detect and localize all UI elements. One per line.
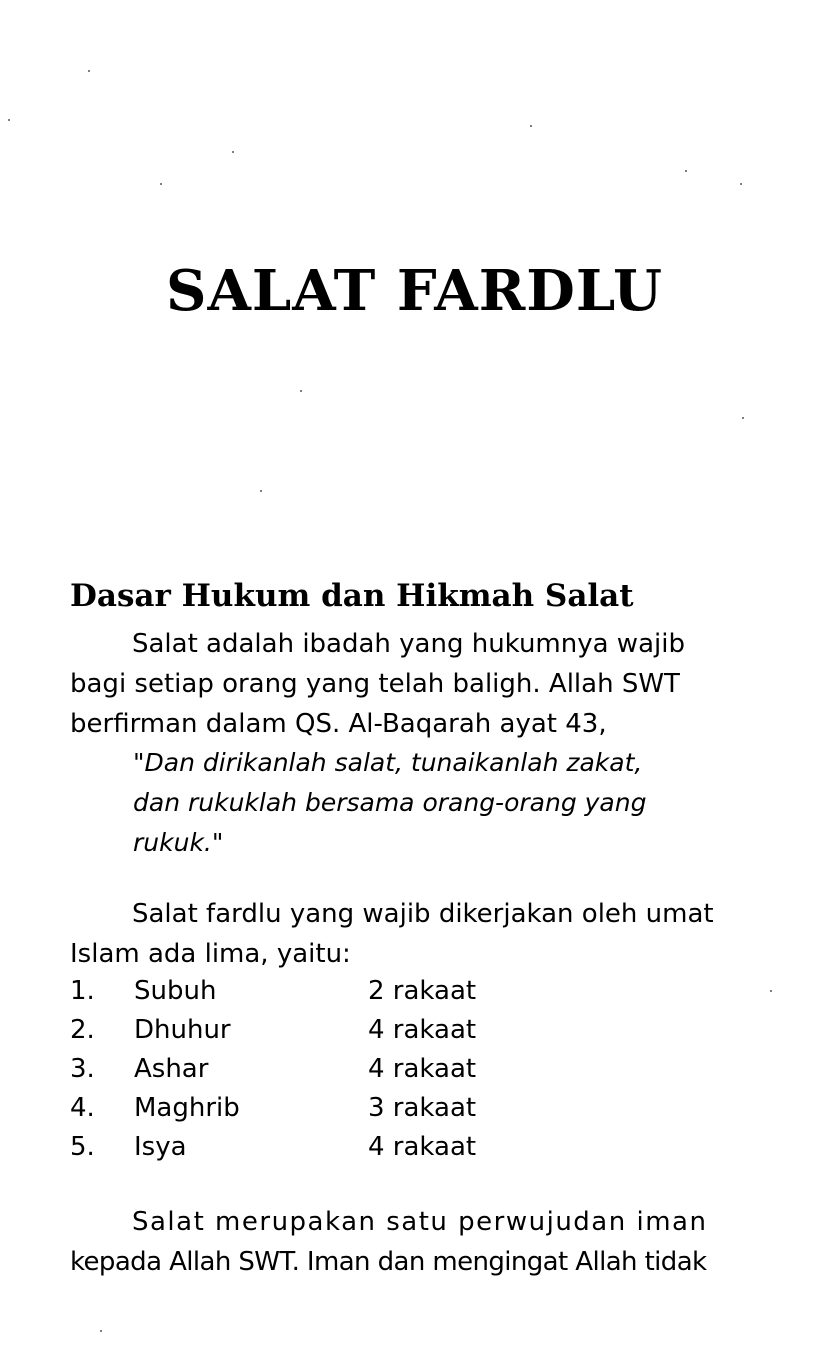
- paragraph-line: Salat fardlu yang wajib dikerjakan oleh umat: [132, 899, 714, 929]
- paragraph-closing: [70, 1202, 760, 1282]
- rakaat-count: 4 rakaat: [368, 1015, 477, 1045]
- rakaat-count: 2 rakaat: [368, 976, 477, 1006]
- paragraph-line: Islam ada lima, yaitu:: [70, 939, 351, 969]
- scan-speck: [260, 490, 262, 492]
- list-item: [70, 1089, 570, 1128]
- scan-speck: [160, 183, 162, 185]
- list-item: [70, 1128, 570, 1167]
- paragraph-intro: [70, 624, 760, 744]
- scan-speck: [300, 390, 302, 392]
- paragraph-line: bagi setiap orang yang telah baligh. Allah SWT: [70, 669, 680, 699]
- prayer-number: 1.: [70, 976, 95, 1006]
- quote-line: "Dan dirikanlah salat, tunaikanlah zakat,: [133, 748, 643, 777]
- scan-speck: [100, 1330, 102, 1332]
- page-title: SALAT FARDLU: [166, 258, 663, 324]
- scan-speck: [232, 151, 234, 153]
- list-item: [70, 1011, 570, 1050]
- prayer-number: 4.: [70, 1093, 95, 1123]
- paragraph-line: Salat adalah ibadah yang hukumnya wajib: [132, 629, 685, 659]
- prayer-list: [70, 972, 570, 1167]
- scan-speck: [88, 70, 90, 72]
- list-item: [70, 972, 570, 1011]
- prayer-name: Dhuhur: [134, 1015, 231, 1045]
- section-heading: Dasar Hukum dan Hikmah Salat: [70, 578, 634, 614]
- rakaat-count: 3 rakaat: [368, 1093, 477, 1123]
- scan-speck: [742, 417, 744, 419]
- prayer-number: 5.: [70, 1132, 95, 1162]
- paragraph-line: Salat merupakan satu perwujudan iman: [132, 1207, 708, 1237]
- prayer-name: Isya: [134, 1132, 187, 1162]
- prayer-name: Ashar: [134, 1054, 209, 1084]
- paragraph-line: kepada Allah SWT. Iman dan mengingat Allah tidak: [70, 1247, 707, 1277]
- quran-quote: [133, 743, 753, 863]
- paragraph-list-intro: [70, 894, 760, 974]
- scan-speck: [530, 125, 532, 127]
- prayer-number: 3.: [70, 1054, 95, 1084]
- quote-line: rukuk.": [133, 828, 224, 857]
- prayer-name: Subuh: [134, 976, 217, 1006]
- scan-speck: [8, 119, 10, 121]
- prayer-name: Maghrib: [134, 1093, 240, 1123]
- scan-speck: [685, 170, 687, 172]
- scan-speck: [740, 183, 742, 185]
- list-item: [70, 1050, 570, 1089]
- rakaat-count: 4 rakaat: [368, 1132, 477, 1162]
- scan-speck: [770, 990, 772, 992]
- prayer-number: 2.: [70, 1015, 95, 1045]
- quote-line: dan rukuklah bersama orang-orang yang: [133, 788, 647, 817]
- rakaat-count: 4 rakaat: [368, 1054, 477, 1084]
- paragraph-line: berfirman dalam QS. Al-Baqarah ayat 43,: [70, 709, 607, 739]
